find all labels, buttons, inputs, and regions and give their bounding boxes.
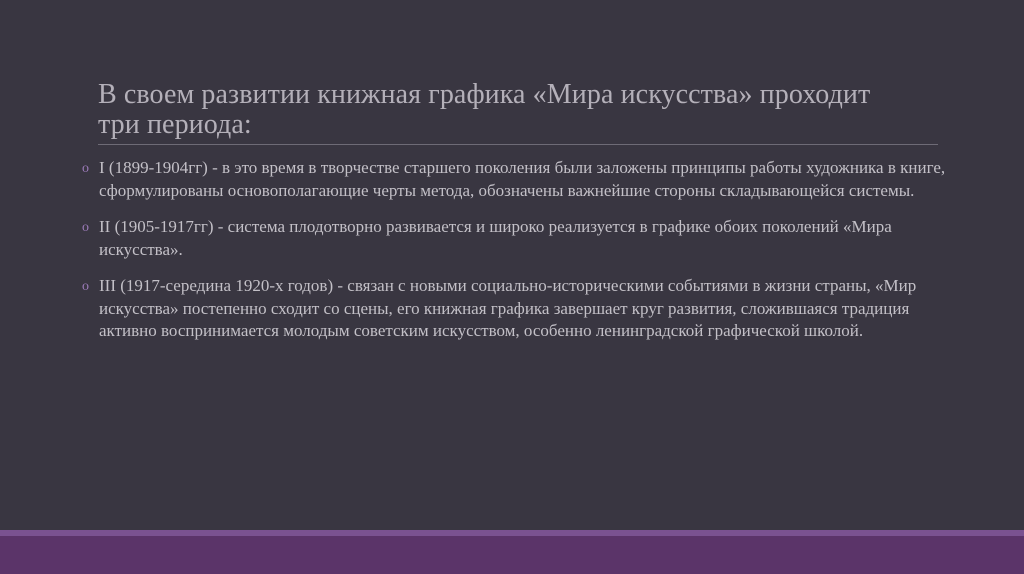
bullet-text: III (1917-середина 1920-х годов) - связан с новыми социально-историческими событиями в жизни страны, «Мир искусства» постепенно сходит со сцены, его книжная графика завершает круг развития, сложившаяся традиция активно воспринимается молодым советским искусством, особенно ленинградской графической школой. (99, 276, 917, 340)
bullet-item-period-2 (82, 216, 952, 261)
bullet-text: II (1905-1917гг) - система плодотворно развивается и широко реализуется в графике обоих поколений «Мира искусства». (99, 217, 892, 259)
bullet-list (82, 157, 952, 357)
bottom-band-highlight (0, 530, 1024, 536)
bullet-item-period-3 (82, 275, 952, 343)
title-divider (98, 144, 938, 145)
bullet-circle-icon: o (82, 279, 89, 294)
bullet-item-period-1 (82, 157, 952, 202)
bullet-circle-icon: o (82, 161, 89, 176)
bottom-decorative-band (0, 530, 1024, 574)
bullet-circle-icon: o (82, 220, 89, 235)
slide-title: В своем развитии книжная графика «Мира искусства» проходит три периода: (98, 79, 871, 140)
bullet-text: I (1899-1904гг) - в это время в творчестве старшего поколения были заложены принципы работы художника в книге, сформулированы основополагающие черты метода, обозначены важнейшие стороны складывающейся системы. (99, 158, 946, 200)
